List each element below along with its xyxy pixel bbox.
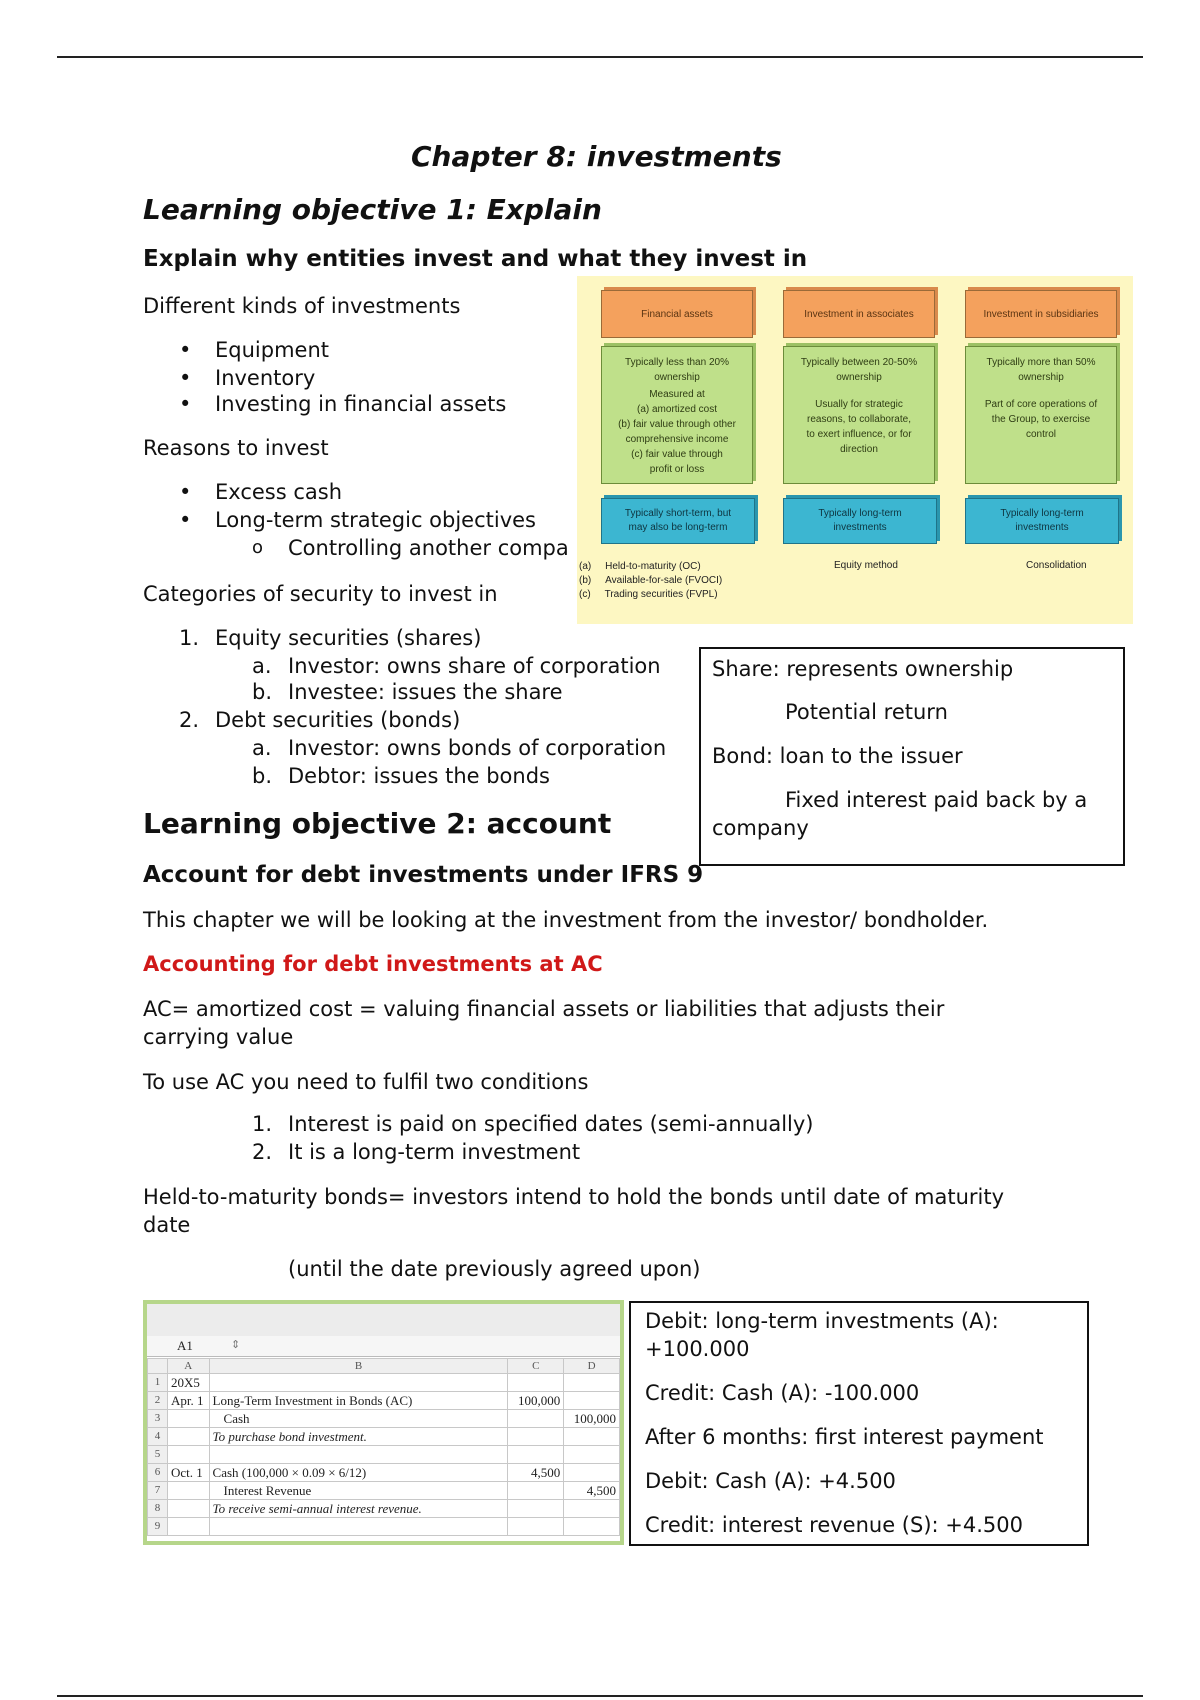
diagram-body: Typically less than 20% ownership Measured at (a) amortized cost (b) fair value through other comprehensive income (c) fair value through profit or loss: [601, 346, 753, 484]
journal-entries-box: [629, 1301, 1089, 1546]
table-row: 2 Apr. 1 Long-Term Investment in Bonds (AC) 100,000: [148, 1392, 620, 1410]
categories-label: Categories of security to invest in: [143, 582, 498, 606]
box-line: Debit: Cash (A): +4.500: [645, 1469, 896, 1493]
diagram-header: Investment in subsidiaries: [965, 290, 1117, 338]
table-row: 5: [148, 1446, 620, 1464]
diagram-note: (a) Held-to-maturity (OC): [579, 561, 701, 572]
sheet-toolbar: [147, 1304, 620, 1337]
chevron-updown-icon: ⇕: [231, 1339, 241, 1351]
diagram-note: (c) Trading securities (FVPL): [579, 589, 718, 600]
box-line: Credit: Cash (A): -100.000: [645, 1381, 920, 1405]
box-line: Credit: interest revenue (S): +4.500: [645, 1513, 1023, 1537]
diagram-footer: Typically long-term investments: [783, 498, 937, 544]
share-bond-box: [699, 647, 1125, 866]
box-line: company: [712, 816, 809, 840]
lo2-heading: Learning objective 2: account: [143, 807, 612, 840]
bottom-rule: [57, 1695, 1143, 1697]
cell-reference: A1: [177, 1338, 193, 1353]
box-line: After 6 months: first interest payment: [645, 1425, 1044, 1449]
box-line: +100.000: [645, 1337, 750, 1361]
diagram-footer: Typically short-term, but may also be long-term: [601, 498, 755, 544]
box-line: Fixed interest paid back by a: [785, 788, 1088, 812]
diagram-note: Consolidation: [1026, 560, 1087, 571]
lo2-subheading: Account for debt investments under IFRS 9: [143, 862, 704, 888]
diagram-note: Equity method: [834, 560, 898, 571]
box-line: Bond: loan to the issuer: [712, 744, 963, 768]
chapter-title: Chapter 8: investments: [411, 140, 782, 173]
top-rule: [57, 56, 1143, 58]
lo1-heading: Learning objective 1: Explain: [143, 193, 602, 226]
diagram-body: Typically more than 50% ownership Part of core operations of the Group, to exercise control: [965, 346, 1117, 484]
diagram-note: (b) Available-for-sale (FVOCI): [579, 575, 723, 586]
table-row: 3 Cash 100,000: [148, 1410, 620, 1428]
box-line: Potential return: [785, 700, 948, 724]
box-line: Debit: long-term investments (A):: [645, 1309, 999, 1333]
diagram-header: Financial assets: [601, 290, 753, 338]
red-heading: Accounting for debt investments at AC: [143, 952, 603, 976]
formula-bar: [147, 1336, 620, 1357]
conditions-label: To use AC you need to fulfil two conditions: [143, 1070, 589, 1094]
journal-spreadsheet: [143, 1300, 624, 1545]
htm-note: (until the date previously agreed upon): [288, 1257, 701, 1281]
table-row: 7 Interest Revenue 4,500: [148, 1482, 620, 1500]
htm-definition: date: [143, 1213, 191, 1237]
kinds-label: Different kinds of investments: [143, 294, 461, 318]
ac-definition: AC= amortized cost = valuing financial assets or liabilities that adjusts their: [143, 997, 945, 1021]
diagram-footer: Typically long-term investments: [965, 498, 1119, 544]
table-row: 9: [148, 1518, 620, 1536]
table-row: 6 Oct. 1 Cash (100,000 × 0.09 × 6/12) 4,500: [148, 1464, 620, 1482]
investment-types-diagram: [577, 276, 1133, 624]
table-row: 4 To purchase bond investment.: [148, 1428, 620, 1446]
htm-definition: Held-to-maturity bonds= investors intend to hold the bonds until date of maturity: [143, 1185, 1005, 1209]
ac-definition: carrying value: [143, 1025, 294, 1049]
reasons-label: Reasons to invest: [143, 436, 329, 460]
journal-table: A B C D 1 20X5 2 Apr. 1 Long-Term Investment in Bonds (AC) 100,000 3 Cash 100,000 4 To purchase bond investment. 5 6 Oct. 1 Cash (100,000 × 0.09 × 6/12) 4,500 7 Interest Revenue 4,500 8 To receive semi-annual interest revenue. 9: [147, 1358, 620, 1536]
table-row: 8 To receive semi-annual interest revenue.: [148, 1500, 620, 1518]
lo1-subheading: Explain why entities invest and what they invest in: [143, 246, 808, 272]
diagram-body: Typically between 20-50% ownership Usually for strategic reasons, to collaborate, to exert influence, or for direction: [783, 346, 935, 484]
lo2-intro: This chapter we will be looking at the investment from the investor/ bondholder.: [143, 908, 989, 932]
diagram-header: Investment in associates: [783, 290, 935, 338]
table-row: 1 20X5: [148, 1374, 620, 1392]
box-line: Share: represents ownership: [712, 657, 1014, 681]
